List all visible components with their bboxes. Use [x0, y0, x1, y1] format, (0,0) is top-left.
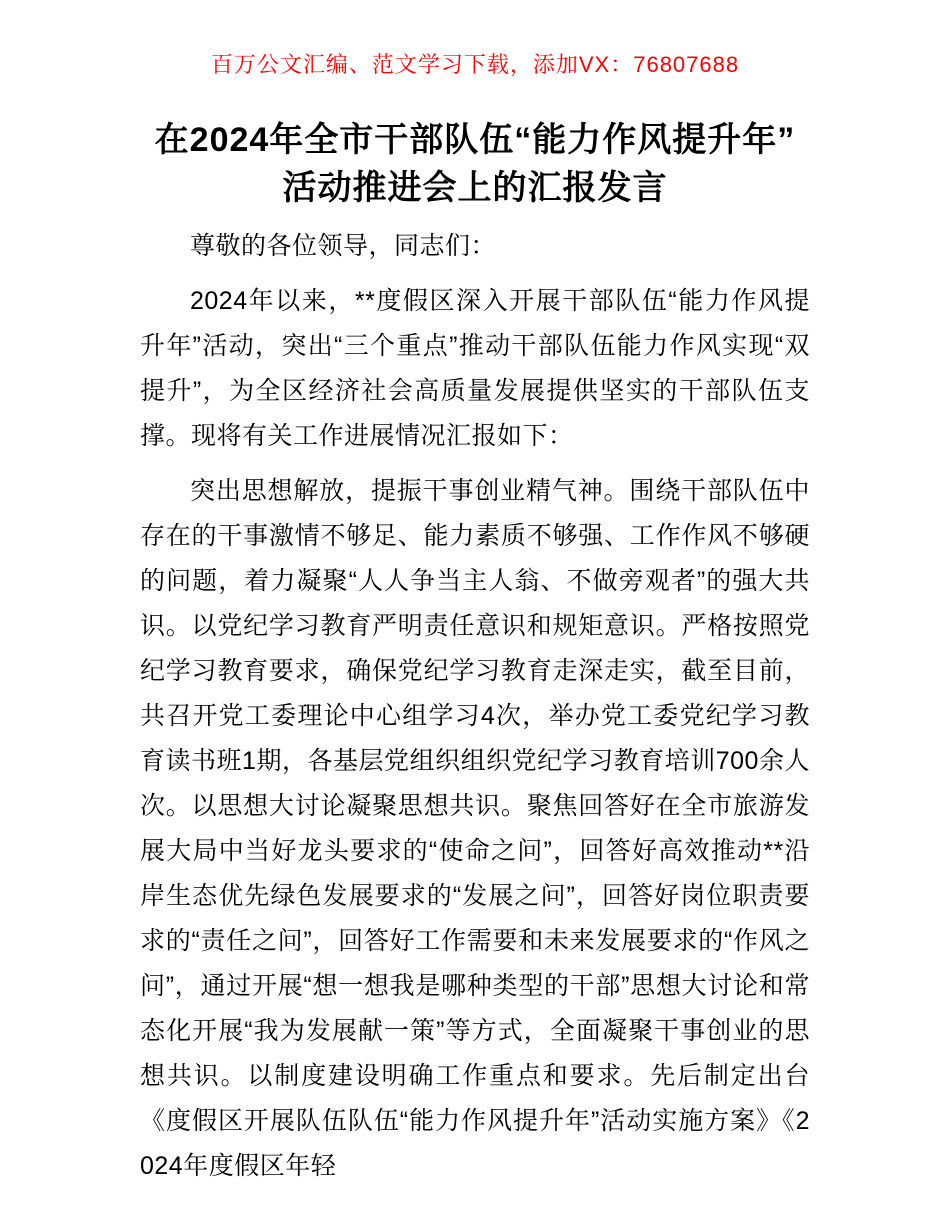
body-paragraph: 突出思想解放，提振干事创业精气神。围绕干部队伍中存在的干事激情不够足、能力素质不够强、工作作风不够硬的问题，着力凝聚“人人争当主人翁、不做旁观者”的强大共识。以党纪学习教育严明责任意识和规矩意识。严格按照党纪学习教育要求，确保党纪学习教育走深走实，截至目前，共召开党工委理论中心组学习4次，举办党工委党纪学习教育读书班1期，各基层党组织组织党纪学习教育培训700余人次。以思想大讨论凝聚思想共识。聚焦回答好在全市旅游发展大局中当好龙头要求的“使命之问”，回答好高效推动**沿岸生态优先绿色发展要求的“发展之问”，回答好岗位职责要求的“责任之问”，回答好工作需要和未来发展要求的“作风之问”，通过开展“想一想我是哪种类型的干部”思想大讨论和常态化开展“我为发展献一策”等方式，全面凝聚干事创业的思想共识。以制度建设明确工作重点和要求。先后制定出台《度假区开展队伍队伍“能力作风提升年”活动实施方案》《2024年度假区年轻 — [140, 477, 810, 1180]
watermark-header: 百万公文汇编、范文学习下载，添加VX：76807688 — [210, 52, 740, 77]
document-title: 在2024年全市干部队伍“能力作风提升年”活动推进会上的汇报发言 — [154, 121, 796, 207]
salutation-paragraph: 尊敬的各位领导，同志们： — [190, 232, 497, 260]
document-body — [140, 224, 810, 1189]
intro-paragraph: 2024年以来，**度假区深入开展干部队伍“能力作风提升年”活动，突出“三个重点”推动干部队伍能力作风实现“双提升”，为全区经济社会高质量发展提供坚实的干部队伍支撑。现将有关工作进展情况汇报如下： — [140, 287, 810, 450]
